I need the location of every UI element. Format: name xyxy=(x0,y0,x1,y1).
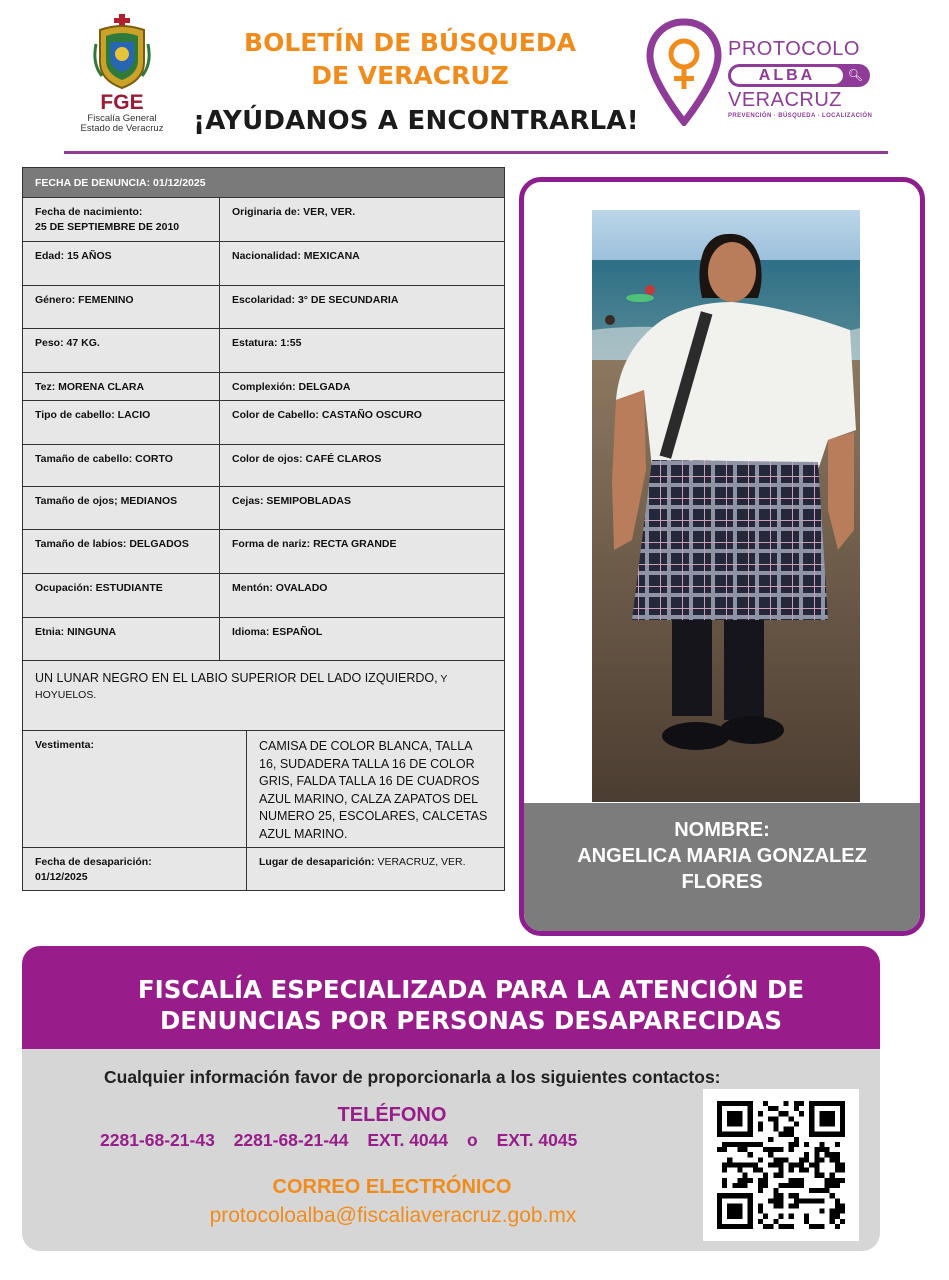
eye-size-cell: Tamaño de ojos; MEDIANOS xyxy=(35,495,178,507)
missing-person-photo xyxy=(592,210,860,802)
hair-length-cell: Tamaño de cabello: CORTO xyxy=(35,453,173,465)
protocolo-alba-logo xyxy=(728,38,878,119)
hair-type-cell: Tipo de cabello: LACIO xyxy=(35,409,151,421)
table-row xyxy=(23,197,504,241)
table-row xyxy=(23,400,504,444)
birth-date-label: Fecha de nacimiento: xyxy=(35,206,143,218)
table-row xyxy=(23,660,504,730)
birth-date-value: 25 DE SEPTIEMBRE DE 2010 xyxy=(35,221,180,233)
ethnicity-cell: Etnia: NINGUNA xyxy=(35,626,117,638)
eyebrows-cell: Cejas: SEMIPOBLADAS xyxy=(219,487,504,529)
shield-icon xyxy=(92,14,152,90)
hair-color-cell: Color de Cabello: CASTAÑO OSCURO xyxy=(219,401,504,444)
schooling-cell: Escolaridad: 3° DE SECUNDARIA xyxy=(219,286,504,328)
lip-size-cell: Tamaño de labios: DELGADOS xyxy=(35,538,189,550)
distinguishing-marks-tail: Y HOYUELOS. xyxy=(35,673,448,701)
table-row xyxy=(23,617,504,660)
occupation-cell: Ocupación: ESTUDIANTE xyxy=(35,582,163,594)
search-icon: 🔍︎ xyxy=(847,68,863,82)
missing-person-data-table xyxy=(22,167,505,891)
prosecutor-office-line2: DENUNCIAS POR PERSONAS DESAPARECIDAS xyxy=(159,1006,783,1035)
fge-abbreviation: FGE xyxy=(100,91,144,114)
clothing-label: Vestimenta: xyxy=(35,739,94,751)
fge-logo xyxy=(72,14,172,138)
disappearance-date-value: 01/12/2025 xyxy=(35,871,88,883)
nose-shape-cell: Forma de nariz: RECTA GRANDE xyxy=(219,530,504,573)
extension-1: EXT. 4044 xyxy=(367,1130,449,1150)
table-row xyxy=(23,847,504,890)
fge-name-line1: Fiscalía General xyxy=(87,113,157,124)
origin-cell: Originaria de: VER, VER. xyxy=(219,198,504,241)
extension-joiner: o xyxy=(467,1130,478,1150)
fge-name-line2: Estado de Veracruz xyxy=(80,123,164,134)
alba-veracruz-text: VERACRUZ xyxy=(728,89,843,111)
alba-badge xyxy=(728,64,870,87)
prosecutor-office-line1: FISCALÍA ESPECIALIZADA PARA LA ATENCIÓN DE xyxy=(137,975,805,1004)
bulletin-title xyxy=(190,26,630,92)
alba-word: ALBA xyxy=(731,67,843,84)
birth-date-cell xyxy=(23,198,219,241)
height-cell: Estatura: 1:55 xyxy=(219,329,504,372)
name-label: NOMBRE: xyxy=(674,819,770,841)
weight-cell: Peso: 47 KG. xyxy=(35,337,100,349)
phone-number-2[interactable]: 2281-68-21-44 xyxy=(233,1130,349,1150)
extension-2: EXT. 4045 xyxy=(496,1130,578,1150)
nationality-cell: Nacionalidad: MEXICANA xyxy=(219,242,504,285)
bulletin-title-line1: BOLETÍN DE BÚSQUEDA xyxy=(244,28,576,57)
person-name-line2: FLORES xyxy=(681,871,763,893)
alba-tagline: PREVENCIÓN · BÚSQUEDA · LOCALIZACIÓN xyxy=(728,113,873,119)
disappearance-date-cell xyxy=(23,848,246,890)
qr-code-graphic xyxy=(717,1099,845,1231)
gender-cell: Género: FEMENINO xyxy=(35,294,134,306)
location-pin-icon xyxy=(646,18,722,126)
build-cell: Complexión: DELGADA xyxy=(219,373,504,400)
alba-protocolo-text: PROTOCOLO xyxy=(728,38,860,60)
header-divider xyxy=(64,151,888,154)
distinguishing-marks-main: UN LUNAR NEGRO EN EL LABIO SUPERIOR DEL LADO IZQUIERDO, xyxy=(35,671,438,685)
table-row xyxy=(23,573,504,617)
age-cell: Edad: 15 AÑOS xyxy=(35,250,112,262)
table-row xyxy=(23,444,504,486)
contact-banner xyxy=(22,946,880,1251)
person-name-line1: ANGELICA MARIA GONZALEZ xyxy=(577,845,867,867)
table-row xyxy=(23,730,504,847)
disappearance-place-label: Lugar de desaparición: xyxy=(259,856,375,868)
language-cell: Idioma: ESPAÑOL xyxy=(219,618,504,660)
photo-card xyxy=(519,177,925,936)
complaint-date: FECHA DE DENUNCIA: 01/12/2025 xyxy=(23,168,504,197)
disappearance-place-cell xyxy=(246,848,504,890)
name-panel xyxy=(524,803,920,936)
phone-label: TELÉFONO xyxy=(337,1104,447,1126)
table-row xyxy=(23,372,504,400)
eye-color-cell: Color de ojos: CAFÉ CLAROS xyxy=(219,445,504,486)
email-link[interactable]: protocoloalba@fiscaliaveracruz.gob.mx xyxy=(209,1204,577,1227)
chin-cell: Mentón: OVALADO xyxy=(219,574,504,617)
bulletin-title-line2: DE VERACRUZ xyxy=(311,61,509,90)
female-symbol-icon xyxy=(671,41,697,89)
prosecutor-office-heading xyxy=(22,946,880,1049)
qr-code[interactable] xyxy=(703,1089,859,1241)
phone-number-1[interactable]: 2281-68-21-43 xyxy=(100,1130,215,1150)
clothing-description: CAMISA DE COLOR BLANCA, TALLA 16, SUDADERA TALLA 16 DE COLOR GRIS, FALDA TALLA 16 DE CUADROS AZUL MARINO, CALZA ZAPATOS DEL NUMERO 25, ESCOLARES, CALCETAS AZUL MARINO. xyxy=(246,731,504,847)
table-row xyxy=(23,328,504,372)
table-row xyxy=(23,241,504,285)
email-label: CORREO ELECTRÓNICO xyxy=(272,1176,512,1198)
help-find-her-heading: ¡AYÚDANOS A ENCONTRARLA! xyxy=(193,106,639,136)
skin-tone-cell: Tez: MORENA CLARA xyxy=(35,381,145,393)
phone-numbers xyxy=(100,1130,720,1151)
distinguishing-marks xyxy=(23,661,504,730)
table-row xyxy=(23,285,504,328)
table-row xyxy=(23,486,504,529)
table-row xyxy=(23,529,504,573)
disappearance-date-label: Fecha de desaparición: xyxy=(35,856,152,868)
contacts-intro: Cualquier información favor de proporcionarla a los siguientes contactos: xyxy=(104,1067,721,1087)
disappearance-place-value: VERACRUZ, VER. xyxy=(377,856,466,868)
